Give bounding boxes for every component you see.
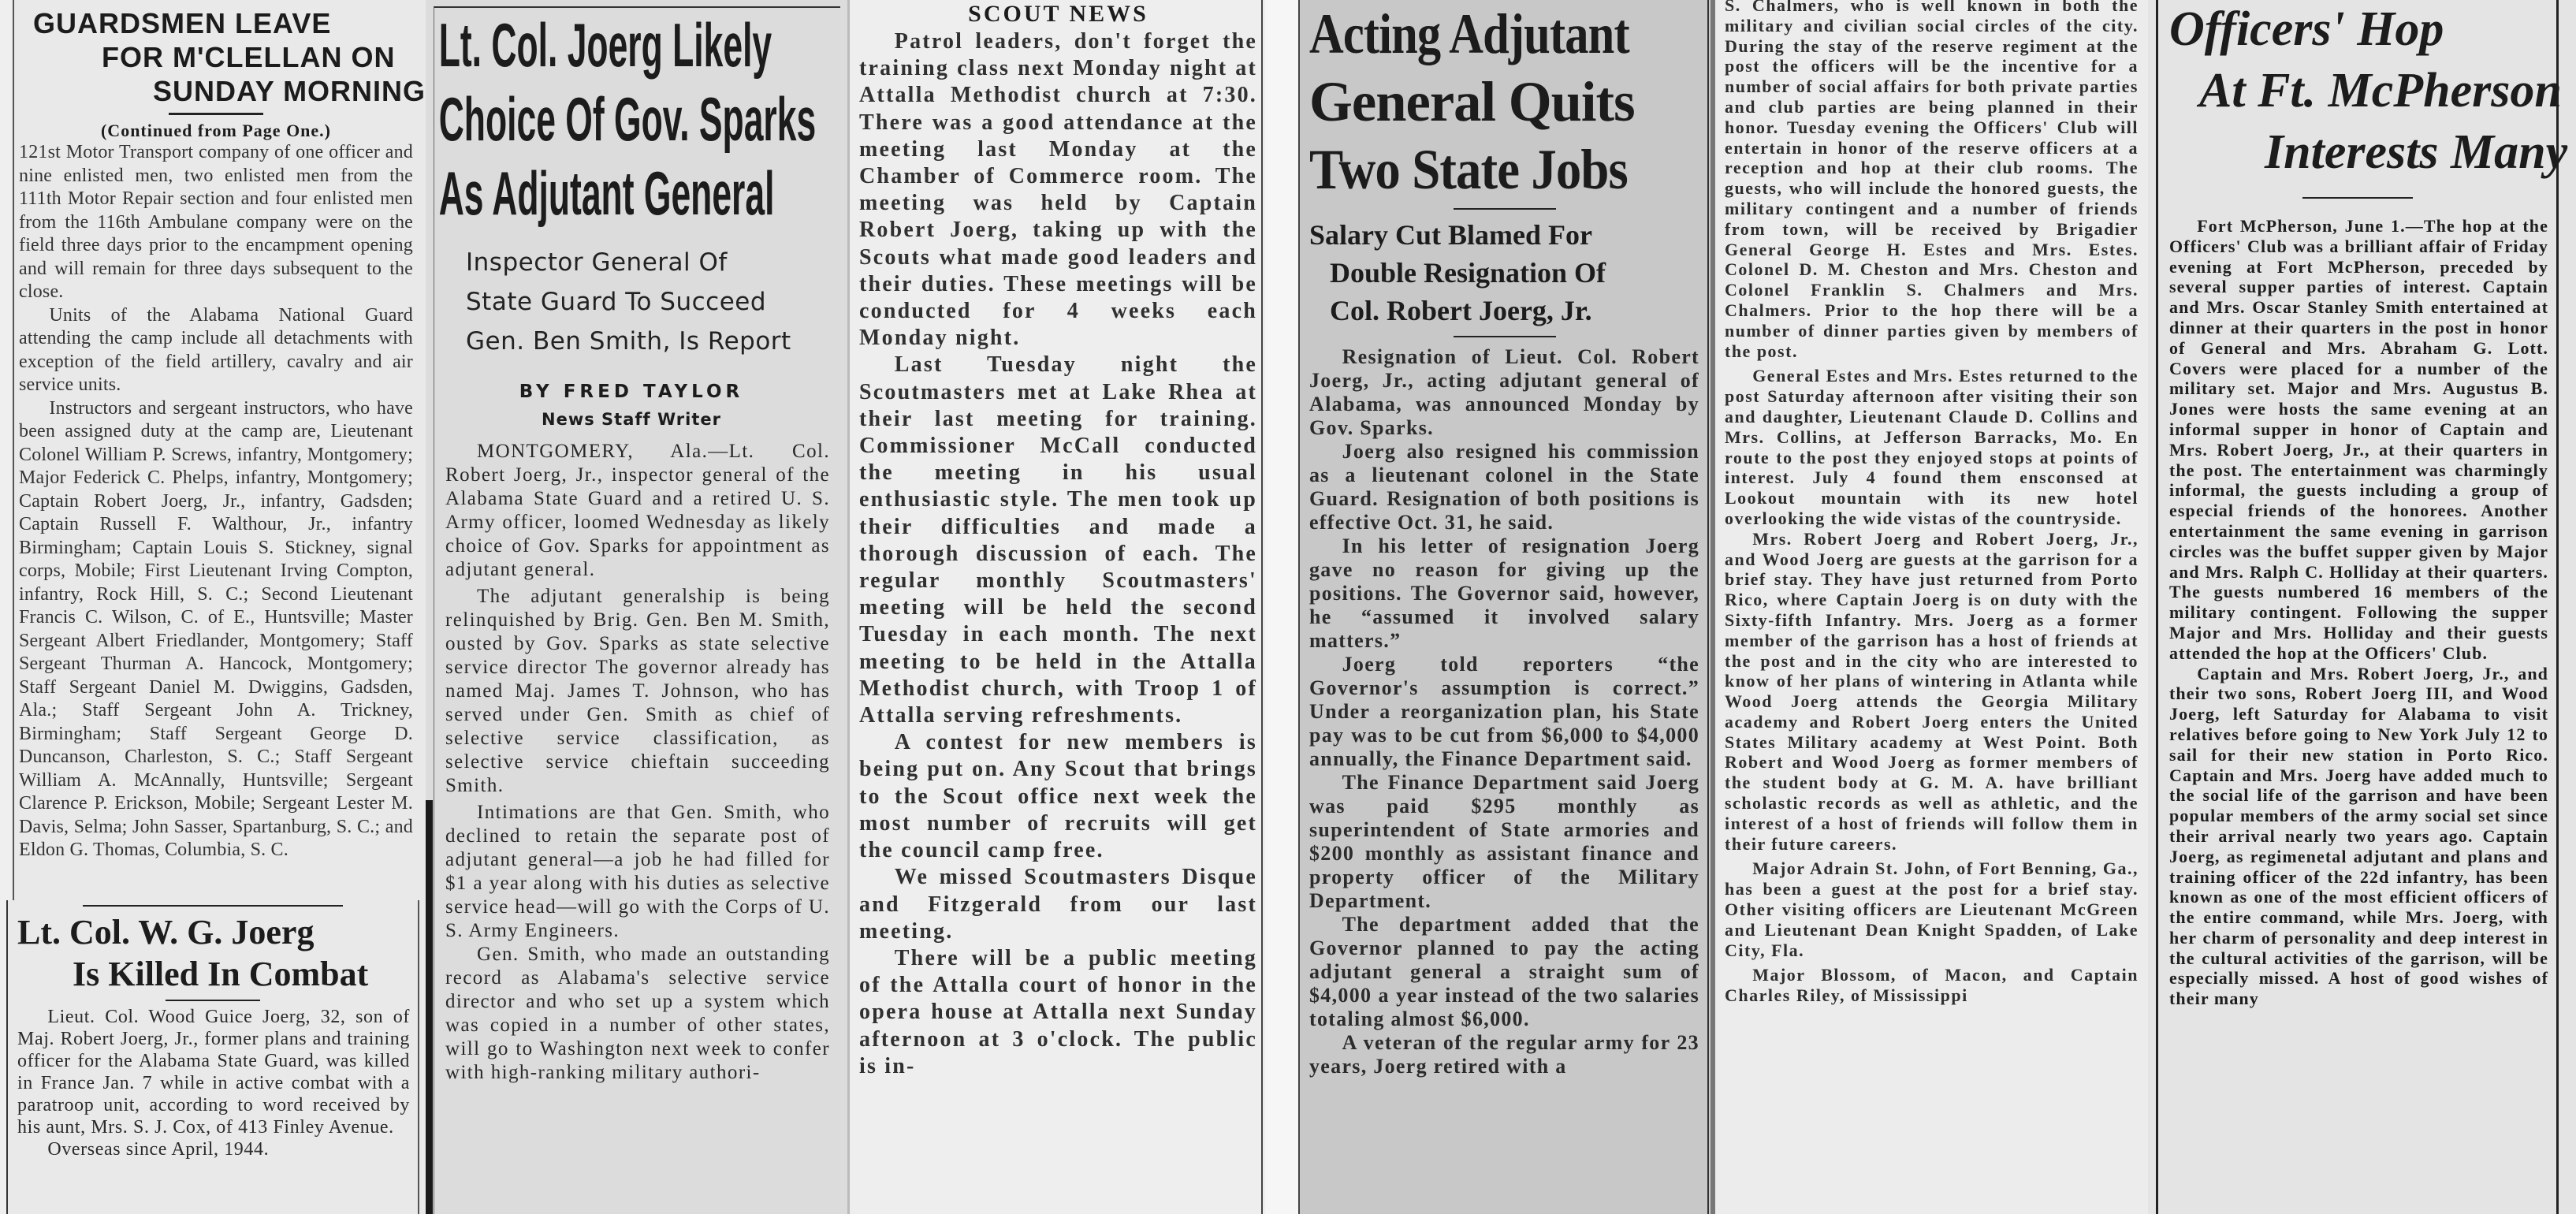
paragraph: Captain and Mrs. Robert Joerg, Jr., and their two sons, Robert Joerg III, and Wood Joerg, left Saturday for Alabama to visit relatives before going to New York July 12 to sail for their new station in Porto Rico. Captain and Mrs. Joerg have added much to the social life of the garrison and have been popular members of the army social set since their arrival nearly two years ago. Captain Joerg, as regimenetal adjutant and plans and training officer of the 22d infantry, has been known as one of the most efficient officers of the entire command, while Mrs. Joerg, with her charm of personality and deep interest in the cultural activities of the garrison, will be especially missed. A host of good wishes of their many (2169, 663, 2548, 1009)
clipping-column-5 (1711, 0, 2153, 1214)
column-rule (1261, 0, 1263, 1214)
article-body (1309, 345, 1699, 1078)
article-body (8, 1001, 418, 1160)
article-body (19, 141, 413, 862)
dark-edge (426, 800, 433, 1214)
subhead-line: Col. Robert Joerg, Jr. (1330, 295, 1592, 326)
subhead (466, 243, 791, 361)
subhead-line: Salary Cut Blamed For (1309, 219, 1592, 251)
headline-line: Officers' Hop (2169, 2, 2444, 56)
article-guardsmen-leave (19, 0, 426, 899)
paragraph: Gen. Smith, who made an outstanding record as Alabama's selective service director and who set up a system which was copied in a number of other states, will go to Washington next week to confer with high-ranking military authori- (445, 944, 830, 1083)
article-likely-choice (434, 6, 840, 1214)
paragraph: Fort McPherson, June 1.—The hop at the Officers' Club was a brilliant affair of Friday evening at Fort McPherson, preceded by several supper parties of interest. Captain and Mrs. Oscar Stanley Smith entertained at dinner at their quarters in the post in honor of General and Mrs. Abraham G. Lott. Covers were placed for a number of the military set. Major and Mrs. Augustus B. Jones were hosts the same evening at an informal supper in honor of Captain and Mrs. Robert Joerg, Jr., at their quarters in the post. The entertainment was charmingly informal, the guests including a group of especial friends of the honorees. Another entertainment the same evening in garrison circles was the buffet supper given by Major and Mrs. Ralph C. Holliday at their quarters. The guests numbered 16 members of the military contingent. Following the supper Major and Mrs. Holliday and their guests attended the hop at the Officers' Club. (2169, 216, 2548, 663)
headline-line: As Adjutant General (438, 158, 775, 228)
headline (19, 0, 426, 108)
section-title: SCOUT NEWS (968, 1, 1148, 27)
headline-line: Interests Many (2265, 125, 2568, 179)
paragraph: Joerg also resigned his commission as a lieutenant colonel in the State Guard. Resignation of both positions is effective Oct. 31, he said. (1309, 440, 1699, 534)
headline (1309, 0, 1699, 203)
subhead (1309, 216, 1699, 330)
clipping-column-4 (1298, 0, 1712, 1214)
headline-line: Choice Of Gov. Sparks (438, 84, 817, 154)
column-rule (1707, 0, 1709, 1214)
headline-line: GUARDSMEN LEAVE (33, 7, 332, 39)
byline-role: News Staff Writer (542, 410, 721, 429)
paragraph: There will be a public meeting of the Attalla court of honor in the opera house at Attalla next Sunday afternoon at 3 o'clock. The public is in- (859, 945, 1257, 1078)
subhead-line: Gen. Ben Smith, Is Report (466, 327, 791, 356)
clipping-column-1 (0, 0, 426, 1214)
headline-line: Lt. Col. Joerg Likely (438, 10, 772, 80)
paragraph: Joerg told reporters “the Governor's assumption is correct.” Under a reorganization plan, his State pay was to be cut from $6,000 to $4,000 annually, the Finance Department said. (1309, 653, 1699, 770)
paragraph: The department added that the Governor planned to pay the acting adjutant general a straight sum of $4,000 a year instead of the two salaries totaling almost $6,000. (1309, 913, 1699, 1030)
headline (434, 8, 843, 230)
headline-line: Acting Adjutant (1309, 2, 1629, 65)
paragraph: Units of the Alabama National Guard attending the camp include all detachments with exception of the field artillery, cavalry and air service units. (19, 304, 413, 395)
divider (1454, 336, 1556, 337)
fragment-strip (1265, 0, 1298, 1214)
article-officers-hop (2156, 0, 2568, 1214)
divider (169, 113, 263, 115)
article-society-news (1725, 0, 2139, 1006)
article-killed-in-combat (6, 900, 419, 1214)
divider (1454, 208, 1556, 210)
subhead-line: Double Resignation Of (1330, 257, 1606, 289)
headline-line: Is Killed In Combat (73, 955, 369, 993)
article-scout-news (859, 0, 1257, 1080)
headline (2158, 0, 2568, 183)
paragraph: The adjutant generalship is being relinquished by Brig. Gen. Ben M. Smith, ousted by Gov. Sparks as state selective service director The governor already has named Maj. James T. Johnson, who has served under Gen. Smith as chief of selective service classification, as selective service chieftain succeeding Smith. (445, 586, 830, 796)
paragraph: A contest for new members is being put on. Any Scout that brings to the Scout office next week the most number of recruits will get the council camp free. (859, 730, 1257, 863)
article-body (445, 440, 830, 1085)
paragraph: Instructors and sergeant instructors, who have been assigned duty at the camp are, Lieutenant Colonel William P. Screws, infantry, Montgomery; Major Federick C. Phelps, infantry, Montgomery; Captain Robert Joerg, Jr., infantry, Gadsden; Captain Russell F. Walthour, Jr., infantry Birmingham; Captain Louis S. Stickney, signal corps, Mobile; First Lieutenant Irving Compton, infantry, Rock Hill, S. C.; Second Lieutenant Francis C. Wilson, C. of E., Huntsville; Master Sergeant Albert Friedlander, Montgomery; Staff Sergeant Thurman A. Hancock, Montgomery; Staff Sergeant Daniel M. Dwiggins, Gadsden, Ala.; Staff Sergeant John A. Trickney, Birmingham; Staff Sergeant George D. Duncanson, Charleston, S. C.; Staff Sergeant William A. McAnnally, Huntsville; Sergeant Clarence P. Erickson, Mobile; Sergeant Lester M. Davis, Selma; John Sasser, Spartanburg, S. C.; and Eldon G. Thomas, Columbia, S. C. (19, 397, 413, 860)
paragraph: Intimations are that Gen. Smith, who declined to retain the separate post of adjutant general—a job he had filled for $1 a year along with his duties as selective service head—will go with the Corps of U. S. Army Engineers. (445, 802, 830, 941)
paragraph: General Estes and Mrs. Estes returned to the post Saturday afternoon after visiting their son and daughter, Lieutenant Claude D. Collins and Mrs. Collins, at Jefferson Barracks, Mo. En route to the post they enjoyed stops at points of interest. July 4 found them ensconsed at Lookout mountain with its new hotel overlooking the wide vistas of the countryside. (1725, 366, 2139, 528)
subhead-line: State Guard To Succeed (466, 288, 767, 316)
article-body (2158, 199, 2556, 1009)
paragraph: Lieut. Col. Wood Guice Joerg, 32, son of Maj. Robert Joerg, Jr., former plans and training officer for the Alabama State Guard, was killed in France Jan. 7 while in active combat with a paratroop unit, according to word received by his aunt, Mrs. S. J. Cox, of 413 Finley Avenue. (17, 1007, 410, 1138)
paragraph: Major Adrain St. John, of Fort Benning, Ga., has been a guest at the post for a brief stay. Other visiting officers are Lieutenant McGreen and Lieutenant Dean Knight Spadden, of Lake City, Fla. (1725, 858, 2139, 960)
article-body (859, 28, 1257, 1080)
paragraph: Patrol leaders, don't forget the training class next Monday night at Attalla Methodist church at 7:30. There was a good attendance at the meeting last Monday at the Chamber of Commerce room. The meeting was held by Captain Robert Joerg, taking up with the Scouts what made good leaders and their duties. These meetings will be conducted for 4 weeks each Monday night. (859, 29, 1257, 351)
paragraph: The Finance Department said Joerg was paid $295 monthly as superintendent of State armories and $200 monthly as assistant finance and property officer of the Military Department. (1309, 771, 1699, 912)
headline (8, 911, 418, 995)
subhead-line: Inspector General Of (466, 248, 728, 277)
article-adjutant-quits (1309, 0, 1699, 1078)
paragraph: Overseas since April, 1944. (47, 1139, 270, 1160)
paragraph: MONTGOMERY, Ala.—Lt. Col. Robert Joerg, Jr., inspector general of the Alabama State Guard and a retired U. S. Army officer, loomed Wednesday as likely choice of Gov. Sparks for appointment as adjutant general. (445, 441, 830, 580)
headline-line: At Ft. McPherson (2199, 64, 2562, 117)
paragraph: Major Blossom, of Macon, and Captain Charles Riley, of Mississippi (1725, 965, 2139, 1006)
paragraph: We missed Scoutmasters Disque and Fitzgerald from our last meeting. (859, 865, 1257, 944)
headline-line: Lt. Col. W. G. Joerg (17, 913, 315, 951)
headline-line: SUNDAY MORNING (153, 75, 426, 107)
clipping-column-3 (847, 0, 1268, 1214)
paragraph: In his letter of resignation Joerg gave no reason for giving up the positions. The Governor said, however, he “assumed it involved salary matters.” (1309, 534, 1699, 652)
continued-note: (Continued from Page One.) (100, 121, 332, 140)
paragraph: Last Tuesday night the Scoutmasters met at Lake Rhea at their last meeting for training. Commissioner McCall conducted the meeting in his usual enthusiastic style. The men took up their difficulties and made a thorough discussion of each. The regular monthly Scoutmasters' meeting will be held the second Tuesday in each month. The next meeting to be held in the Attalla Methodist church, with Troop 1 of Attalla serving refreshments. (859, 352, 1257, 728)
paragraph: Resignation of Lieut. Col. Robert Joerg, Jr., acting adjutant general of Alabama, was announced Monday by Gov. Sparks. (1309, 345, 1699, 439)
divider (83, 905, 343, 907)
headline-line: Two State Jobs (1309, 138, 1628, 201)
paragraph: S. Chalmers, who is well known in both the military and civilian social circles of the city. During the stay of the reserve regiment at the post the officers will be the incentive for a number of social affairs for both private parties and club parties are being planned in their honor. Tuesday evening the Officers' Club will entertain in honor of the reserve officers at a reception and hop at their club rooms. The guests, who will include the honored guests, the military contingent and a number of friends from town, will be received by Brigadier General George H. Estes and Mrs. Estes. Colonel D. M. Cheston and Mrs. Cheston and Colonel Franklin S. Chalmers and Mrs. Chalmers. Prior to the hop there will be a number of dinner parties given by members of the post. (1725, 0, 2139, 361)
paragraph: Mrs. Robert Joerg and Robert Joerg, Jr., and Wood Joerg are guests at the garrison for a brief stay. They have just returned from Porto Rico, where Captain Joerg is on duty with the Sixty-fifth Infantry. Mrs. Joerg as a former member of the garrison has a host of friends at the post and in the city who are interested to know of her plans of wintering in Atlanta while Wood Joerg attends the Georgia Military academy and Robert Joerg enters the United States Military academy at West Point. Both Robert and Wood Joerg as former members of the student body at G. M. A. have brilliant scholastic records as well as athletic, and the interest of a host of friends will follow them in their future careers. (1725, 528, 2139, 854)
clipping-column-2 (426, 0, 847, 1214)
paragraph: 121st Motor Transport company of one officer and nine enlisted men, two enlisted men from the 111th Motor Repair section and four enlisted men from the 116th Ambulane company were on the field three days prior to the encampment opening and will remain for three days subsequent to the close. (19, 142, 413, 302)
paragraph: A veteran of the regular army for 23 years, Joerg retired with a (1309, 1031, 1699, 1078)
byline: BY FRED TAYLOR (519, 382, 744, 402)
headline-line: General Quits (1309, 70, 1635, 133)
headline-line: FOR M'CLELLAN ON (102, 41, 396, 73)
clipping-column-6 (2148, 0, 2576, 1214)
